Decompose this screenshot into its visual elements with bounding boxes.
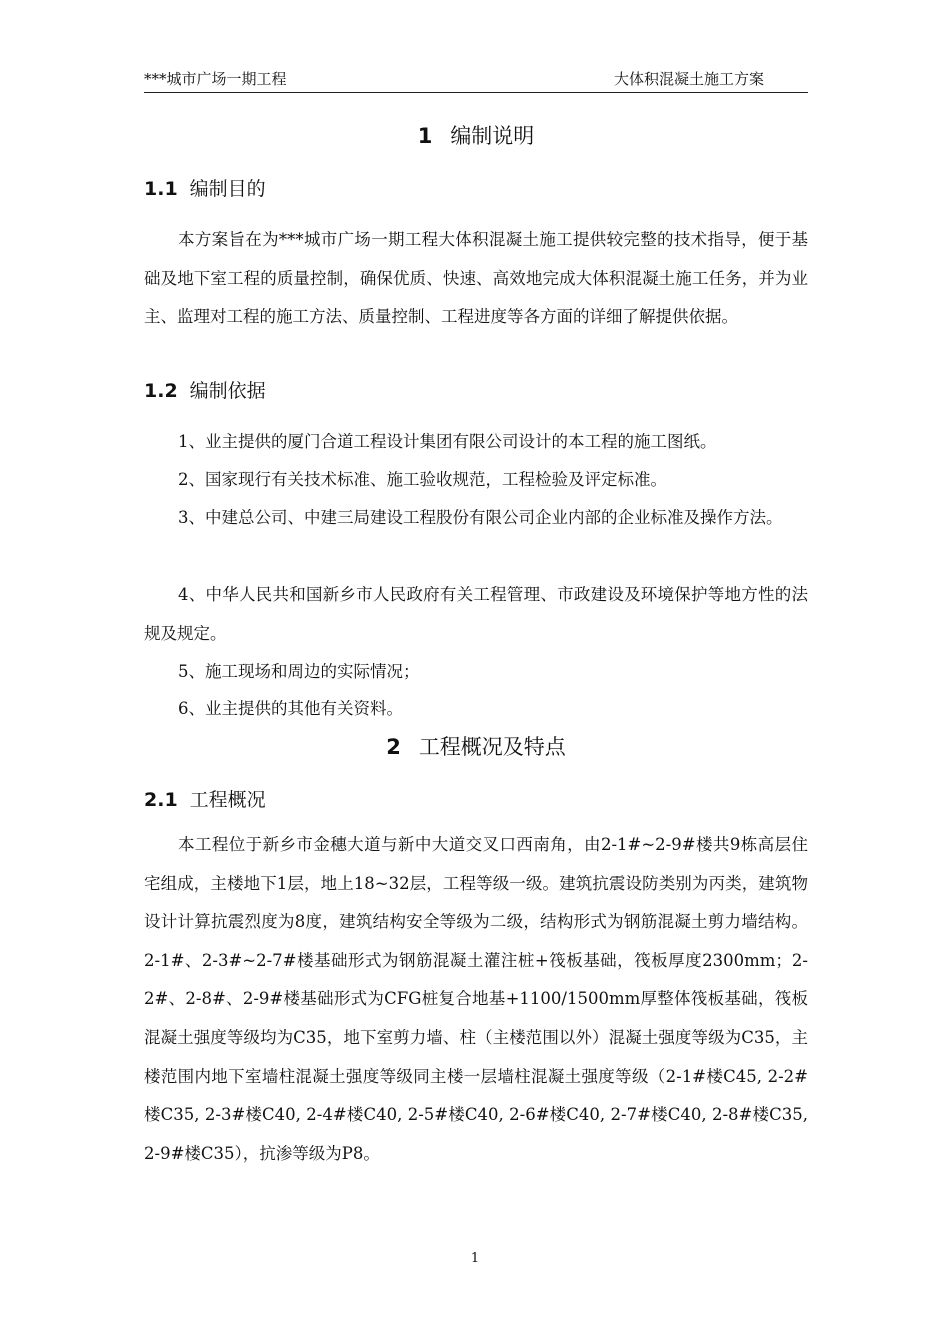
section-1-2-title: 编制依据 bbox=[189, 380, 266, 402]
basis-item-1: 1、业主提供的厦门合道工程设计集团有限公司设计的本工程的施工图纸。 bbox=[178, 432, 717, 451]
page-header bbox=[144, 66, 808, 93]
section-1-2-heading bbox=[144, 376, 266, 403]
section-2-1-paragraph: 本工程位于新乡市金穗大道与新中大道交叉口西南角，由2-1#~2-9#楼共9栋高层住宅组成，主楼地下1层，地上18~32层，工程等级一级。建筑抗震设防类别为丙类，建筑物设计计算抗震烈度为8度，建筑结构安全等级为二级，结构形式为钢筋混凝土剪力墙结构。2-1#、2-3#~2-7#楼基础形式为钢筋混凝土灌注桩+筏板基础，筏板厚度2300mm；2-2#、2-8#、2-9#楼基础形式为CFG桩复合地基+1100/1500mm厚整体筏板基础，筏板混凝土强度等级均为C35，地下室剪力墙、柱（主楼范围以外）混凝土强度等级为C35，主楼范围内地下室墙柱混凝土强度等级同主楼一层墙柱混凝土强度等级（2-1#楼C45, 2-2#楼C35, 2-3#楼C40, 2-4#楼C40, 2-5#楼C40, 2-6#楼C40, 2-7#楼C40, 2-8#楼C35, 2-9#楼C35），抗渗等级为P8。 bbox=[144, 835, 808, 1163]
basis-item-5: 5、施工现场和周边的实际情况； bbox=[178, 662, 420, 681]
section-2-1-heading bbox=[144, 785, 266, 812]
basis-item-6: 6、业主提供的其他有关资料。 bbox=[178, 699, 403, 718]
section-2-number: 2 bbox=[386, 735, 401, 759]
section-1-1-paragraph: 本方案旨在为***城市广场一期工程大体积混凝土施工提供较完整的技术指导，便于基础及地下室工程的质量控制，确保优质、快速、高效地完成大体积混凝土施工任务，并为业主、监理对工程的施工方法、质量控制、工程进度等各方面的详细了解提供依据。 bbox=[144, 230, 808, 327]
section-1-heading bbox=[144, 120, 808, 150]
section-1-1-number: 1.1 bbox=[144, 178, 178, 200]
section-2-1-title: 工程概况 bbox=[189, 789, 266, 811]
basis-item-3: 3、中建总公司、中建三局建设工程股份有限公司企业内部的企业标准及操作方法。 bbox=[178, 508, 783, 527]
section-1-1-title: 编制目的 bbox=[189, 178, 266, 200]
page-number: 1 bbox=[470, 1251, 480, 1266]
section-2-heading bbox=[144, 731, 808, 761]
header-document-title: 大体积混凝土施工方案 bbox=[613, 70, 764, 88]
header-project-name: ***城市广场一期工程 bbox=[144, 70, 287, 88]
section-1-title: 编制说明 bbox=[450, 124, 535, 148]
section-1-1-heading bbox=[144, 174, 266, 201]
basis-item-4: 4、中华人民共和国新乡市人民政府有关工程管理、市政建设及环境保护等地方性的法规及规定。 bbox=[144, 585, 808, 643]
section-1-2-number: 1.2 bbox=[144, 380, 178, 402]
section-1-number: 1 bbox=[417, 124, 433, 148]
section-2-title: 工程概况及特点 bbox=[418, 735, 566, 759]
basis-item-2: 2、国家现行有关技术标准、施工验收规范，工程检验及评定标准。 bbox=[178, 470, 667, 489]
section-2-1-number: 2.1 bbox=[144, 789, 178, 811]
